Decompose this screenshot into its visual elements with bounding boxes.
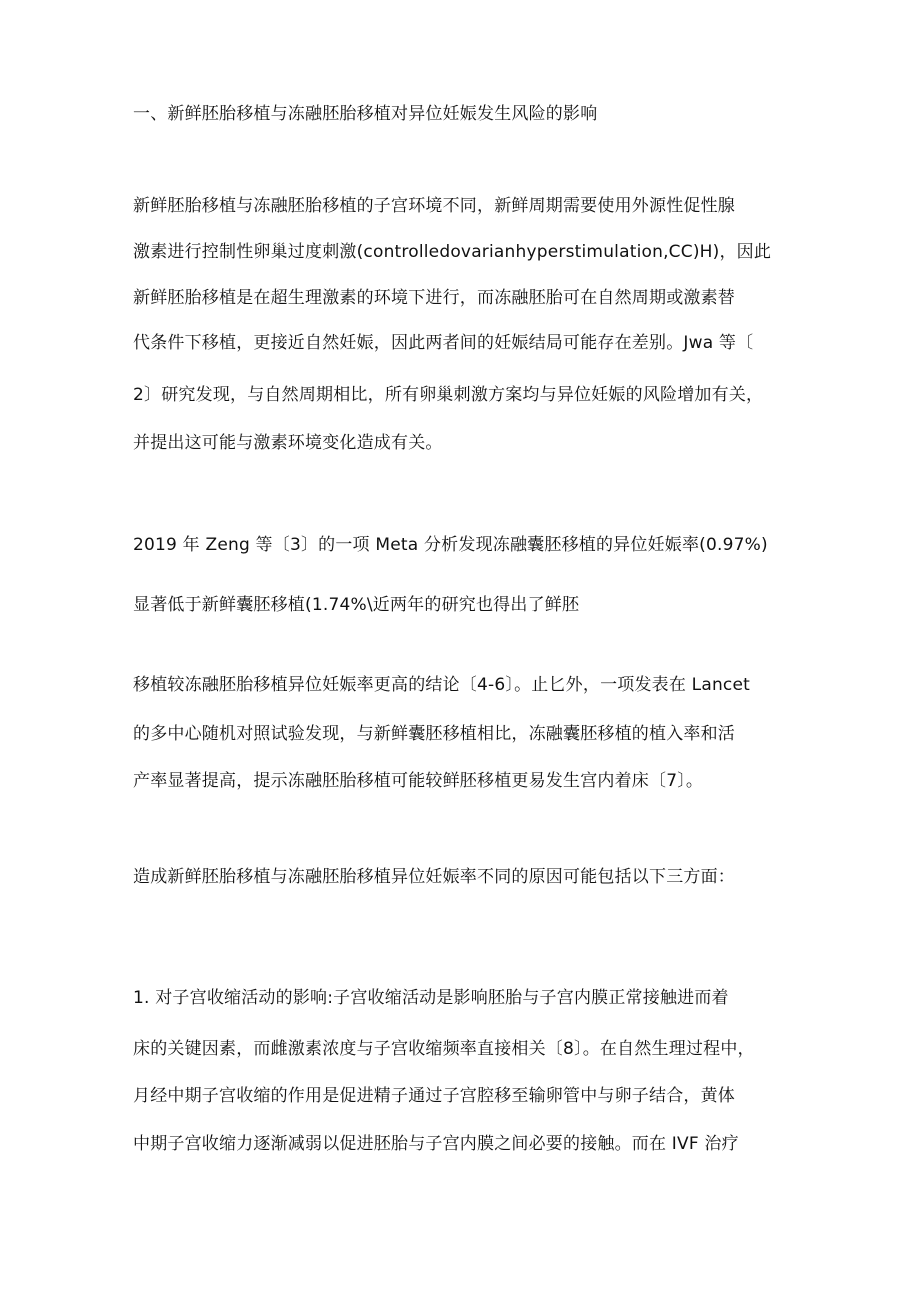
paragraph-line: 的多中心随机对照试验发现，与新鲜囊胚移植相比，冻融囊胚移植的植入率和活 xyxy=(133,724,735,744)
paragraph-line: 月经中期子宫收缩的作用是促进精子通过子宫腔移至输卵管中与卵子结合，黄体 xyxy=(133,1086,735,1106)
paragraph-line: 2019 年 Zeng 等〔3〕的一项 Meta 分析发现冻融囊胚移植的异位妊娠率(0.97%) xyxy=(133,535,768,555)
paragraph-line: 显著低于新鲜囊胚移植(1.74%\近两年的研究也得出了鲜胚 xyxy=(133,595,580,615)
paragraph-line: 新鲜胚胎移植与冻融胚胎移植的子宫环境不同，新鲜周期需要使用外源性促性腺 xyxy=(133,196,735,216)
paragraph-line: 1. 对子宫收缩活动的影响:子宫收缩活动是影响胚胎与子宫内膜正常接触进而着 xyxy=(133,988,729,1008)
paragraph-line: 并提出这可能与激素环境变化造成有关。 xyxy=(133,433,443,453)
paragraph-line: 造成新鲜胚胎移植与冻融胚胎移植异位妊娠率不同的原因可能包括以下三方面： xyxy=(133,867,735,887)
section-heading: 一、新鲜胚胎移植与冻融胚胎移植对异位妊娠发生风险的影响 xyxy=(133,104,598,124)
paragraph-line: 中期子宫收缩力逐渐减弱以促进胚胎与子宫内膜之间必要的接触。而在 IVF 治疗 xyxy=(133,1134,739,1154)
paragraph-line: 移植较冻融胚胎移植异位妊娠率更高的结论〔4-6〕。止匕外，一项发表在 Lancet xyxy=(133,675,751,695)
paragraph-line: 新鲜胚胎移植是在超生理激素的环境下进行，而冻融胚胎可在自然周期或激素替 xyxy=(133,288,735,308)
paragraph-line: 床的关键因素，而雌激素浓度与子宫收缩频率直接相关〔8〕。在自然生理过程中， xyxy=(133,1039,755,1059)
paragraph-line: 产率显著提高，提示冻融胚胎移植可能较鲜胚移植更易发生宫内着床〔7〕。 xyxy=(133,771,704,791)
paragraph-line: 2〕研究发现，与自然周期相比，所有卵巢刺激方案均与异位妊娠的风险增加有关， xyxy=(133,385,764,405)
paragraph-line: 代条件下移植，更接近自然妊娠，因此两者间的妊娠结局可能存在差别。Jwa 等〔 xyxy=(133,333,754,353)
paragraph-line: 激素进行控制性卵巢过度刺激(controlledovarianhyperstimulation,CC)H)，因此 xyxy=(133,242,772,262)
